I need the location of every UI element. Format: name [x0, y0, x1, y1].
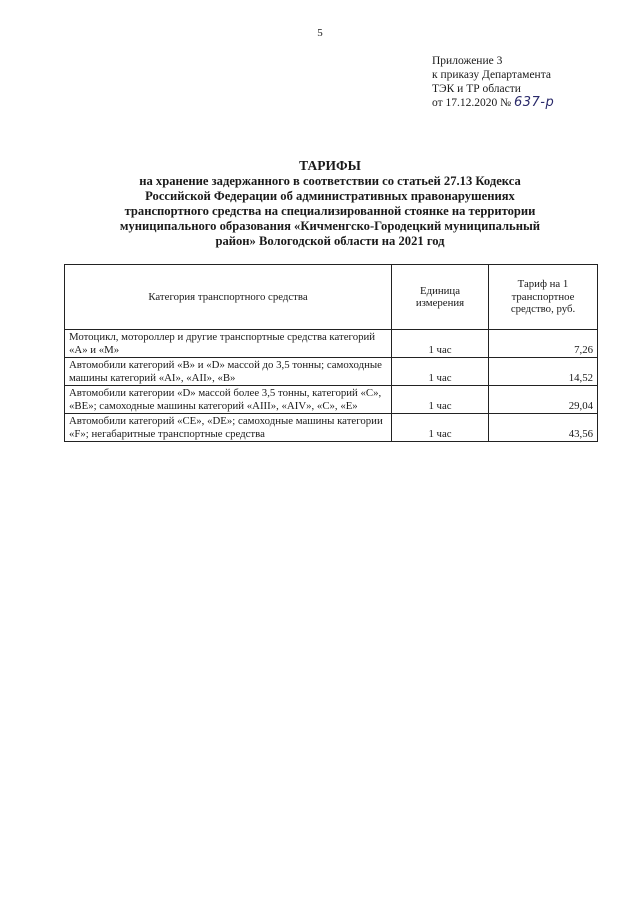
table-row — [65, 386, 598, 414]
row-price: 29,04 — [489, 386, 598, 414]
row-unit: 1 час — [392, 386, 489, 414]
row-price: 7,26 — [489, 330, 598, 358]
handwritten-order-number: 637-р — [513, 95, 555, 110]
page-number: 5 — [317, 27, 323, 39]
subtitle-line: на хранение задержанного в соответствии со статьей 27.13 Кодекса — [139, 174, 521, 188]
row-category: Автомобили категорий «СЕ», «DE»; самоходные машины категории «F»; негабаритные транспортные средства — [65, 414, 392, 442]
header-price: Тариф на 1 транспортное средство, руб. — [489, 265, 598, 330]
row-category: Автомобили категории «D» массой более 3,5 тонны, категорий «С», «ВЕ»; самоходные машины категорий «AIII», «AIV», «С», «Е» — [65, 386, 392, 414]
table-header-row — [65, 265, 598, 330]
table-row — [65, 358, 598, 386]
row-category: Мотоцикл, мотороллер и другие транспортные средства категорий «А» и «М» — [65, 330, 392, 358]
appendix-line-4 — [432, 96, 554, 110]
subtitle-line: муниципального образования «Кичменгско-Городецкий муниципальный — [119, 219, 541, 233]
subtitle-line: район» Вологодской области на 2021 год — [215, 234, 445, 248]
appendix-line-3: ТЭК и ТР области — [432, 83, 521, 95]
row-price: 43,56 — [489, 414, 598, 442]
row-price: 14,52 — [489, 358, 598, 386]
table-row — [65, 330, 598, 358]
appendix-line-2: к приказу Департамента — [432, 69, 551, 81]
document-title: ТАРИФЫ — [299, 158, 361, 173]
row-unit: 1 час — [392, 414, 489, 442]
tariff-table — [64, 264, 598, 442]
table-row — [65, 414, 598, 442]
appendix-line-1: Приложение 3 — [432, 55, 503, 67]
appendix-reference — [432, 54, 554, 110]
subtitle-line: Российской Федерации об административных правонарушениях — [145, 189, 515, 203]
header-unit: Единица измерения — [392, 265, 489, 330]
row-unit: 1 час — [392, 330, 489, 358]
row-unit: 1 час — [392, 358, 489, 386]
subtitle-line: транспортного средства на специализированной стоянке на территории — [124, 204, 536, 218]
document-heading — [60, 158, 600, 249]
header-category: Категория транспортного средства — [65, 265, 392, 330]
order-date-number: от 17.12.2020 № — [432, 97, 512, 109]
row-category: Автомобили категорий «В» и «D» массой до 3,5 тонны; самоходные машины категорий «AI», «AII», «В» — [65, 358, 392, 386]
